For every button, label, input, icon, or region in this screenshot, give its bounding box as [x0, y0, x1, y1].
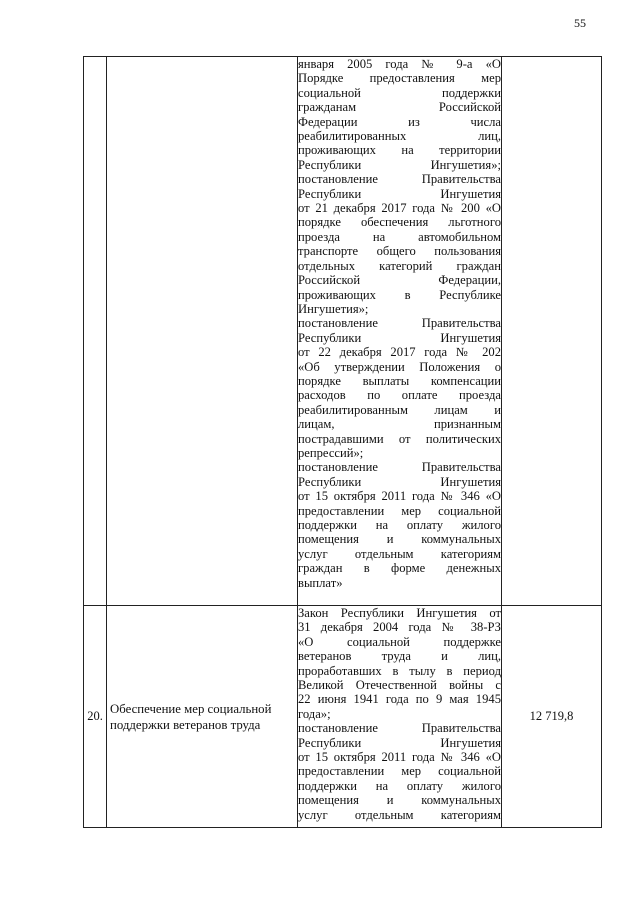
table-row: [84, 606, 602, 828]
legal-text-line: реабилитированных лиц,: [298, 129, 501, 144]
legal-text-line: предоставлении мер социальной: [298, 764, 501, 779]
legal-text-line: порядке обеспечения льготного: [298, 215, 501, 230]
legal-text-line: Порядке предоставления мер: [298, 71, 501, 86]
legal-text-line: предоставлении мер социальной: [298, 503, 501, 518]
legal-text-line: постановление Правительства: [298, 316, 501, 331]
legal-text-line: реабилитированным лицам и: [298, 402, 501, 417]
legal-text-line: 22 июня 1941 года по 9 мая 1945: [298, 692, 501, 707]
legal-basis-cell: [298, 57, 502, 606]
legal-text-line: лицам, признанным: [298, 417, 501, 432]
legal-text-line: Российской Федерации,: [298, 273, 501, 288]
legal-text-line: репрессий»;: [298, 445, 364, 460]
legal-text-line: социальной поддержки: [298, 85, 501, 100]
legal-text-line: от 21 декабря 2017 года № 200 «О: [298, 201, 501, 216]
amount-cell: [502, 57, 602, 606]
legal-text-line: Республики Ингушетия: [298, 474, 501, 489]
legal-text-line: поддержки на оплату жилого: [298, 778, 501, 793]
legal-text-line: «Об утверждении Положения о: [298, 359, 501, 374]
budget-table: [83, 56, 602, 828]
legal-text-line: выплат»: [298, 575, 343, 590]
legal-text-line: услуг отдельным категориям: [298, 546, 501, 561]
amount-cell: 12 719,8: [502, 606, 602, 828]
legal-text-line: услуг отдельным категориям: [298, 807, 501, 822]
legal-text-line: расходов по оплате проезда: [298, 388, 501, 403]
legal-text-line: транспорте общего пользования: [298, 244, 501, 259]
legal-text-line: года»;: [298, 706, 331, 721]
legal-text-line: постановление Правительства: [298, 721, 501, 736]
table-row: [84, 57, 602, 606]
legal-text-line: отдельных категорий граждан: [298, 258, 501, 273]
legal-text-line: Республики Ингушетия»;: [298, 157, 501, 172]
legal-text-line: Закон Республики Ингушетия от: [298, 606, 501, 620]
measure-name-cell: Обеспечение мер социальной поддержки ветеранов труда: [107, 606, 298, 828]
legal-text-line: от 15 октября 2011 года № 346 «О: [298, 489, 501, 504]
legal-text-line: января 2005 года № 9-а «О: [298, 57, 501, 71]
measure-name-cell: [107, 57, 298, 606]
page-number: 55: [574, 16, 586, 30]
legal-text-line: «О социальной поддержке: [298, 634, 501, 649]
row-number-cell: 20.: [84, 606, 107, 828]
legal-text-line: Ингушетия»;: [298, 301, 369, 316]
legal-text-line: Республики Ингушетия: [298, 330, 501, 345]
legal-text-line: постановление Правительства: [298, 460, 501, 475]
legal-text-line: постановление Правительства: [298, 172, 501, 187]
legal-text-line: помещения и коммунальных: [298, 793, 501, 808]
legal-text-line: от 22 декабря 2017 года № 202: [298, 345, 501, 360]
legal-basis-cell: [298, 606, 502, 828]
legal-text-line: Республики Ингушетия: [298, 735, 501, 750]
legal-text-line: проезда на автомобильном: [298, 229, 501, 244]
legal-text-line: проживающих в Республике: [298, 287, 501, 302]
legal-text-line: гражданам Российской: [298, 100, 501, 115]
legal-text-line: от 15 октября 2011 года № 346 «О: [298, 750, 501, 765]
legal-text-line: поддержки на оплату жилого: [298, 518, 501, 532]
legal-text-line: граждан в форме денежных: [298, 561, 501, 576]
legal-text-line: 31 декабря 2004 года № 38-РЗ: [298, 620, 501, 635]
legal-text-line: порядке выплаты компенсации: [298, 373, 501, 388]
legal-text-line: ветеранов труда и лиц,: [298, 649, 501, 664]
row-number-cell: [84, 57, 107, 606]
legal-text-line: проживающих на территории: [298, 143, 501, 158]
legal-text-line: Великой Отечественной войны с: [298, 678, 501, 693]
legal-text-line: помещения и коммунальных: [298, 532, 501, 547]
legal-text-line: Республики Ингушетия: [298, 186, 501, 201]
legal-text-line: пострадавшими от политических: [298, 431, 501, 446]
legal-text-line: проработавших в тылу в период: [298, 663, 501, 678]
legal-text-line: Федерации из числа: [298, 114, 501, 129]
